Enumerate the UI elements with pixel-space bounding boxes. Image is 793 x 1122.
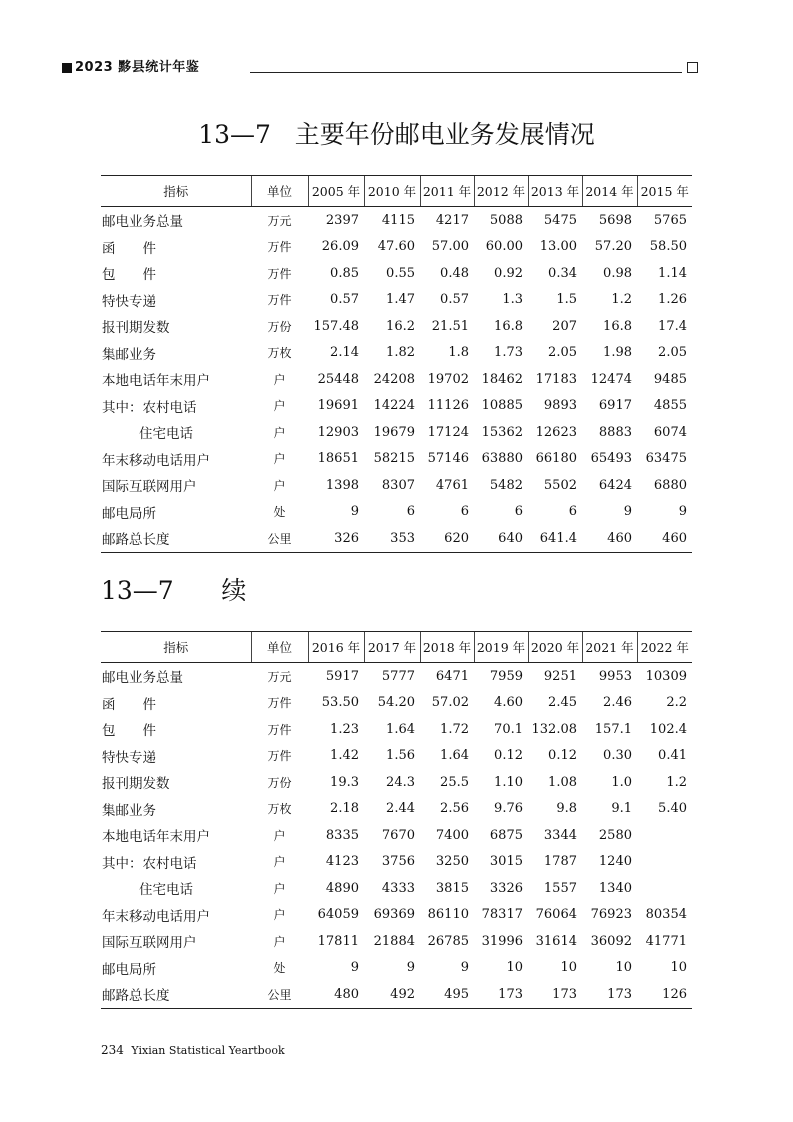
row-label: 报刊期发数: [102, 320, 170, 337]
table-cell: 8883: [598, 424, 632, 440]
table-cell: 1.0: [611, 774, 632, 790]
row-unit: 万份: [267, 319, 292, 334]
table-cell: 3250: [435, 854, 469, 870]
table-cell: 0.92: [494, 265, 523, 281]
table-cell: 16.2: [386, 318, 415, 334]
table-cell: 63880: [481, 451, 523, 467]
row-unit: 万枚: [267, 802, 292, 817]
table-row: [101, 260, 692, 287]
row-unit: 户: [273, 478, 286, 493]
column-header: 单位: [251, 632, 308, 663]
column-header: 2014 年: [582, 176, 637, 207]
column-header: 2010 年: [364, 176, 420, 207]
table-row: [101, 313, 692, 340]
row-label: 集邮业务: [102, 346, 156, 363]
table-cell: 6875: [489, 827, 523, 843]
table-cell: 0.98: [603, 265, 632, 281]
row-label: 年末移动电话用户: [102, 908, 210, 925]
row-unit: 户: [273, 855, 286, 870]
table-row: [101, 796, 692, 823]
table-cell: 2.44: [386, 801, 415, 817]
table-cell: 1.64: [386, 721, 415, 737]
row-unit: 万件: [267, 749, 292, 764]
row-label: 邮电业务总量: [102, 670, 183, 687]
table-cell: 5.40: [658, 801, 687, 817]
table-cell: 0.55: [386, 265, 415, 281]
column-header: 指标: [101, 176, 251, 207]
table2-title: 续: [221, 576, 247, 605]
table-row: [101, 822, 692, 849]
table-cell: 31996: [481, 933, 523, 949]
table-cell: 2397: [325, 212, 359, 228]
table-cell: 2.56: [440, 801, 469, 817]
table-cell: 76064: [535, 907, 577, 923]
table-cell: 480: [308, 981, 364, 1008]
table-cell: 9.76: [494, 801, 523, 817]
table-cell: 19.3: [330, 774, 359, 790]
table-cell: 353: [364, 525, 420, 552]
table-cell: 25448: [317, 371, 359, 387]
table-cell: 173: [582, 981, 637, 1008]
table-cell: 58.50: [649, 239, 687, 255]
table-cell: 2.46: [603, 695, 632, 711]
table-cell: 207: [552, 318, 577, 334]
table-cell: 41771: [645, 933, 687, 949]
row-label: 邮电业务总量: [102, 214, 183, 231]
table-cell: 4855: [653, 398, 687, 414]
row-unit: 处: [273, 961, 286, 976]
table-cell: 31614: [535, 933, 577, 949]
table-cell: 2.45: [548, 695, 577, 711]
row-label: 年末移动电话用户: [102, 452, 210, 469]
table-cell: 10: [615, 960, 632, 976]
page-number: 234: [101, 1043, 124, 1057]
row-label: 本地电话年末用户: [102, 829, 210, 846]
table-cell: 1.73: [494, 345, 523, 361]
table-cell: 11126: [427, 398, 469, 414]
table-cell: 0.57: [440, 292, 469, 308]
table-cell: 1.47: [386, 292, 415, 308]
table-row: [101, 207, 692, 234]
table-cell: 173: [474, 981, 528, 1008]
row-unit: 户: [273, 452, 286, 467]
table-cell: 9485: [653, 371, 687, 387]
table-cell: 66180: [535, 451, 577, 467]
table-cell: 0.12: [548, 748, 577, 764]
table-cell: 3815: [435, 880, 469, 896]
row-unit: 万件: [267, 240, 292, 255]
table-cell: 60.00: [485, 239, 523, 255]
table-cell: 3015: [489, 854, 523, 870]
table-cell: 9: [350, 504, 359, 520]
column-header: 2012 年: [474, 176, 528, 207]
row-label: 住宅电话: [139, 426, 193, 443]
row-unit: 处: [273, 505, 286, 520]
table-cell: 7959: [489, 668, 523, 684]
table-cell: 9953: [598, 668, 632, 684]
table-cell: 4333: [381, 880, 415, 896]
footer-book-title: Yixian Statistical Yeartbook: [131, 1044, 285, 1057]
table-cell: 460: [582, 525, 637, 552]
table-cell: 5502: [543, 477, 577, 493]
column-header: 单位: [251, 176, 308, 207]
table-row: [101, 690, 692, 717]
row-unit: 万件: [267, 266, 292, 281]
table-cell: 4217: [435, 212, 469, 228]
table-cell: 6074: [653, 424, 687, 440]
table-cell: 9251: [543, 668, 577, 684]
table-cell: 9: [406, 960, 415, 976]
table-cell: 2.05: [548, 345, 577, 361]
table-cell: 58215: [373, 451, 415, 467]
row-unit: 户: [273, 881, 286, 896]
row-unit: 万元: [267, 213, 292, 228]
row-unit: 万件: [267, 722, 292, 737]
square-bullet-icon: [62, 63, 72, 73]
table-cell: 6: [406, 504, 415, 520]
table-cell: 132.08: [531, 721, 577, 737]
row-unit: 户: [273, 934, 286, 949]
table-cell: 4761: [435, 477, 469, 493]
table-cell: 47.60: [377, 239, 415, 255]
row-label: 邮电局所: [102, 961, 156, 978]
row-label: 邮路总长度: [101, 981, 251, 1008]
table-cell: 18651: [317, 451, 359, 467]
column-header: 指标: [101, 632, 251, 663]
table-cell: 5482: [489, 477, 523, 493]
row-label: 其中：农村电话: [102, 855, 197, 872]
table-cell: 157.48: [313, 318, 359, 334]
table-cell: 1.42: [330, 748, 359, 764]
row-label: 报刊期发数: [102, 776, 170, 793]
table-cell: 24.3: [386, 774, 415, 790]
table-cell: 1240: [598, 854, 632, 870]
table-cell: 1.56: [386, 748, 415, 764]
table-cell: 3756: [381, 854, 415, 870]
table-row: [101, 525, 692, 552]
column-header: 2015 年: [637, 176, 692, 207]
table-cell: 19702: [427, 371, 469, 387]
row-label: 邮路总长度: [101, 525, 251, 552]
row-label: 特快专递: [102, 749, 156, 766]
table-cell: 6917: [598, 398, 632, 414]
table-cell: 54.20: [377, 695, 415, 711]
table-row: [101, 981, 692, 1008]
table-cell: [637, 822, 692, 849]
table-cell: 0.12: [494, 748, 523, 764]
table1-title: 主要年份邮电业务发展情况: [294, 120, 595, 149]
table1-heading: [0, 118, 793, 152]
table2-heading: [101, 575, 246, 607]
table-row: [101, 366, 692, 393]
table-row: [101, 716, 692, 743]
table-cell: 76923: [590, 907, 632, 923]
table-cell: 10309: [645, 668, 687, 684]
table-row: [101, 902, 692, 929]
table-row: [101, 393, 692, 420]
table-cell: 6880: [653, 477, 687, 493]
table-cell: 6471: [435, 668, 469, 684]
row-unit: 万枚: [267, 346, 292, 361]
table-row: [101, 769, 692, 796]
table-cell: 3326: [489, 880, 523, 896]
table-row: [101, 663, 692, 690]
table-continued: [101, 631, 692, 1009]
row-unit: 万元: [267, 669, 292, 684]
page-footer: [101, 1043, 285, 1057]
table-cell: 1.14: [658, 265, 687, 281]
table-row: [101, 875, 692, 902]
table-cell: 12623: [535, 424, 577, 440]
table-cell: 102.4: [649, 721, 687, 737]
table-cell: 8307: [381, 477, 415, 493]
row-label: 国际互联网用户: [102, 479, 197, 496]
table-cell: 19679: [373, 424, 415, 440]
table-cell: 9: [678, 504, 687, 520]
column-header: 2018 年: [420, 632, 474, 663]
table-cell: 2.18: [330, 801, 359, 817]
table-cell: 6424: [598, 477, 632, 493]
table-cell: 64059: [317, 907, 359, 923]
table-row: [101, 287, 692, 314]
table-cell: 492: [364, 981, 420, 1008]
table-cell: 1340: [598, 880, 632, 896]
row-label: 本地电话年末用户: [102, 373, 210, 390]
table-cell: 1.08: [548, 774, 577, 790]
table-cell: 1.82: [386, 345, 415, 361]
table-cell: 2.05: [658, 345, 687, 361]
table-cell: 6: [514, 504, 523, 520]
table-cell: 18462: [481, 371, 523, 387]
row-unit: 户: [273, 425, 286, 440]
table-cell: 3344: [543, 827, 577, 843]
table-cell: 7400: [435, 827, 469, 843]
row-label: 函 件: [102, 696, 156, 713]
table-row: [101, 955, 692, 982]
table-cell: 1.2: [611, 292, 632, 308]
table-cell: 57146: [427, 451, 469, 467]
table-row: [101, 340, 692, 367]
table-cell: 2.14: [330, 345, 359, 361]
row-label: 包 件: [102, 267, 156, 284]
table-cell: 9: [623, 504, 632, 520]
row-label: 集邮业务: [102, 802, 156, 819]
table-row: [101, 472, 692, 499]
table-cell: 1.23: [330, 721, 359, 737]
table1-body: [101, 207, 692, 553]
table1-number: 13—7: [198, 120, 271, 149]
column-header: 2013 年: [528, 176, 582, 207]
table-row: [101, 928, 692, 955]
row-unit: 万份: [267, 775, 292, 790]
table-cell: 0.30: [603, 748, 632, 764]
table-cell: 1787: [543, 854, 577, 870]
table-cell: 10885: [481, 398, 523, 414]
table-cell: 36092: [590, 933, 632, 949]
row-label: 特快专递: [102, 293, 156, 310]
table-cell: 1.2: [666, 774, 687, 790]
table-cell: 126: [637, 981, 692, 1008]
table-cell: 4.60: [494, 695, 523, 711]
table-cell: 15362: [481, 424, 523, 440]
row-label: 国际互联网用户: [102, 935, 197, 952]
table-cell: 10: [560, 960, 577, 976]
table-row: [101, 234, 692, 261]
table-cell: 640: [474, 525, 528, 552]
table2-body: [101, 663, 692, 1009]
table-cell: 70.1: [494, 721, 523, 737]
row-label: 包 件: [102, 723, 156, 740]
table-cell: 5698: [598, 212, 632, 228]
table-cell: 25.5: [440, 774, 469, 790]
row-label: 住宅电话: [139, 882, 193, 899]
table-cell: 12903: [317, 424, 359, 440]
column-header: 2017 年: [364, 632, 420, 663]
table-cell: 495: [420, 981, 474, 1008]
table-cell: 1.3: [502, 292, 523, 308]
table-row: [101, 499, 692, 526]
table-row: [101, 849, 692, 876]
table-cell: [637, 875, 692, 902]
table-cell: 641.4: [528, 525, 582, 552]
column-header: 2022 年: [637, 632, 692, 663]
table-cell: 17811: [317, 933, 359, 949]
table-cell: 1.5: [556, 292, 577, 308]
row-label: 其中：农村电话: [102, 399, 197, 416]
table-cell: 7670: [381, 827, 415, 843]
running-header: [62, 60, 698, 76]
table-cell: 0.48: [440, 265, 469, 281]
table-cell: 57.02: [431, 695, 469, 711]
table-row: [101, 446, 692, 473]
table2-number: 13—7: [101, 576, 174, 605]
table-cell: 19691: [317, 398, 359, 414]
table-cell: 173: [528, 981, 582, 1008]
table-cell: 6: [568, 504, 577, 520]
table-cell: 4123: [325, 854, 359, 870]
row-unit: 户: [273, 372, 286, 387]
column-header: 2021 年: [582, 632, 637, 663]
table-cell: 1.72: [440, 721, 469, 737]
table-cell: 157.1: [594, 721, 632, 737]
row-unit: 户: [273, 828, 286, 843]
yearbook-title: 2023 黟县统计年鉴: [75, 60, 200, 75]
table-cell: 9.8: [556, 801, 577, 817]
table-cell: 4115: [381, 212, 415, 228]
table-cell: 2580: [598, 827, 632, 843]
table-cell: 13.00: [539, 239, 577, 255]
table-cell: 9893: [543, 398, 577, 414]
table-cell: 0.41: [658, 748, 687, 764]
table-cell: 26.09: [321, 239, 359, 255]
table-cell: 1.26: [658, 292, 687, 308]
table-cell: 53.50: [321, 695, 359, 711]
table-main-years: [101, 175, 692, 553]
table-row: [101, 419, 692, 446]
table-cell: 65493: [590, 451, 632, 467]
table-cell: 9.1: [611, 801, 632, 817]
table-cell: 10: [506, 960, 523, 976]
table-cell: 1557: [543, 880, 577, 896]
table-cell: 17183: [535, 371, 577, 387]
table-cell: 460: [637, 525, 692, 552]
table-cell: 5088: [489, 212, 523, 228]
table-cell: 1.98: [603, 345, 632, 361]
table-cell: 1.64: [440, 748, 469, 764]
table-cell: 4890: [325, 880, 359, 896]
table-cell: 17124: [427, 424, 469, 440]
table-cell: 16.8: [603, 318, 632, 334]
table-cell: 8335: [325, 827, 359, 843]
table-cell: 80354: [645, 907, 687, 923]
row-unit: 万件: [267, 696, 292, 711]
table-cell: 6: [460, 504, 469, 520]
column-header: 2005 年: [308, 176, 364, 207]
empty-square-icon: [687, 62, 698, 73]
table-cell: 5475: [543, 212, 577, 228]
column-header: 2020 年: [528, 632, 582, 663]
row-unit: 万件: [267, 293, 292, 308]
row-unit: 户: [273, 399, 286, 414]
row-label: 邮电局所: [102, 505, 156, 522]
column-header: 2016 年: [308, 632, 364, 663]
table-cell: 2.2: [666, 695, 687, 711]
table-cell: 21.51: [431, 318, 469, 334]
row-unit: 公里: [251, 981, 308, 1008]
table-cell: 620: [420, 525, 474, 552]
header-rule: [250, 72, 682, 73]
table2-header-row: [101, 632, 692, 663]
table-cell: 24208: [373, 371, 415, 387]
table-cell: 326: [308, 525, 364, 552]
table-cell: 16.8: [494, 318, 523, 334]
table-cell: 86110: [427, 907, 469, 923]
table-cell: 1.10: [494, 774, 523, 790]
table-cell: 63475: [645, 451, 687, 467]
table-cell: 10: [670, 960, 687, 976]
table-cell: 17.4: [658, 318, 687, 334]
table-cell: 0.57: [330, 292, 359, 308]
table-cell: 9: [350, 960, 359, 976]
column-header: 2011 年: [420, 176, 474, 207]
table-cell: 0.85: [330, 265, 359, 281]
table-cell: [637, 849, 692, 876]
table-cell: 0.34: [548, 265, 577, 281]
table-cell: 5765: [653, 212, 687, 228]
table-cell: 57.00: [431, 239, 469, 255]
table-cell: 1.8: [448, 345, 469, 361]
table-cell: 21884: [373, 933, 415, 949]
row-unit: 户: [273, 908, 286, 923]
table-cell: 57.20: [594, 239, 632, 255]
table-cell: 5777: [381, 668, 415, 684]
table1-header-row: [101, 176, 692, 207]
table-cell: 9: [460, 960, 469, 976]
table-cell: 78317: [481, 907, 523, 923]
row-unit: 公里: [251, 525, 308, 552]
table-cell: 12474: [590, 371, 632, 387]
table-cell: 14224: [373, 398, 415, 414]
row-label: 函 件: [102, 240, 156, 257]
table-cell: 5917: [325, 668, 359, 684]
column-header: 2019 年: [474, 632, 528, 663]
table-cell: 26785: [427, 933, 469, 949]
table-row: [101, 743, 692, 770]
table-cell: 69369: [373, 907, 415, 923]
table-cell: 1398: [325, 477, 359, 493]
